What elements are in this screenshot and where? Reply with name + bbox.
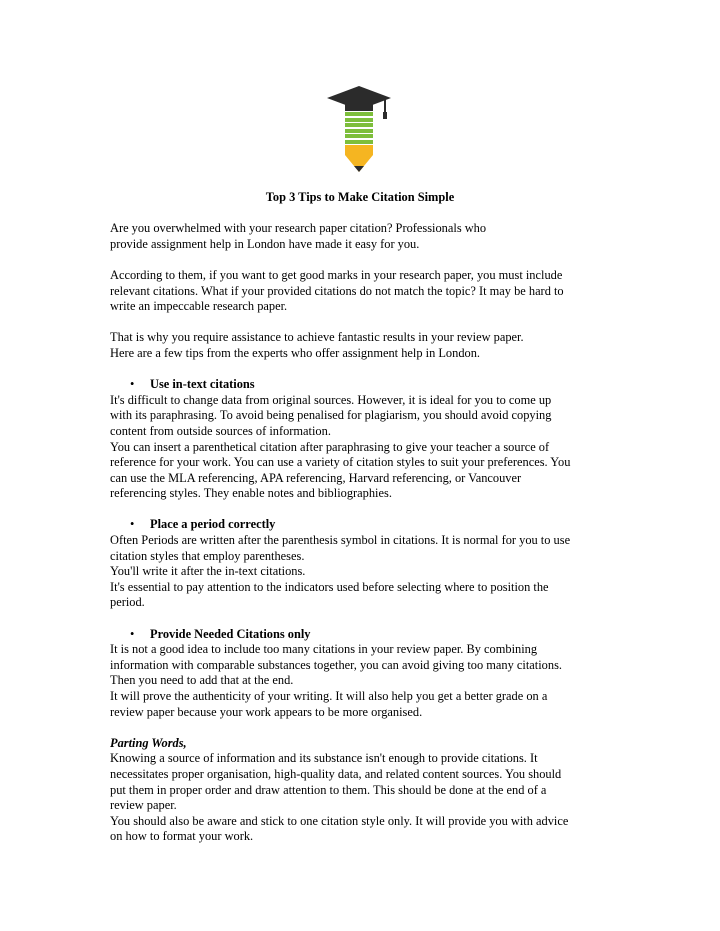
paragraph-line: According to them, if you want to get good marks in your research paper, you must include	[110, 267, 563, 282]
section-line: with its paraphrasing. To avoid being penalised for plagiarism, you should avoid copying	[110, 408, 552, 423]
closing-line: put them in proper order and draw attention to them. This should be done at the end of a	[110, 782, 547, 797]
section-line: citation styles that employ parentheses.	[110, 548, 305, 563]
bullet-icon: •	[130, 377, 135, 392]
section-heading	[110, 627, 610, 643]
closing-line: on how to format your work.	[110, 829, 254, 844]
section-line: You can insert a parenthetical citation after paraphrasing to give your teacher a source of	[110, 439, 550, 454]
section-line: It is not a good idea to include too many citations in your review paper. By combining	[110, 642, 538, 657]
section-line: period.	[110, 595, 145, 610]
section-line: reference for your work. You can use a variety of citation styles to suit your preferences. You	[110, 455, 571, 470]
section-heading	[110, 377, 610, 393]
graduation-cap-pencil-logo	[325, 84, 393, 176]
section-line: Then you need to add that at the end.	[110, 673, 294, 688]
section-heading-text: Provide Needed Citations only	[150, 626, 311, 641]
closing-line: Knowing a source of information and its substance isn't enough to provide citations. It	[110, 751, 538, 766]
intro-line: Are you overwhelmed with your research paper citation? Professionals who	[110, 221, 487, 236]
section-line: review paper because your work appears to be more organised.	[110, 704, 423, 719]
section-line: can use the MLA referencing, APA referencing, Harvard referencing, or Vancouver	[110, 470, 522, 485]
section-line: It will prove the authenticity of your writing. It will also help you get a better grade on a	[110, 689, 548, 703]
section-line: It's difficult to change data from original sources. However, it is ideal for you to come up	[110, 392, 552, 407]
section-heading-text: Use in-text citations	[150, 377, 255, 392]
document-title: Top 3 Tips to Make Citation Simple	[265, 190, 455, 204]
section-line: You'll write it after the in-text citations.	[110, 564, 306, 579]
closing-heading: Parting Words,	[110, 735, 187, 750]
intro-line: provide assignment help in London have made it easy for you.	[110, 236, 420, 251]
paragraph-line: That is why you require assistance to achieve fantastic results in your review paper.	[110, 330, 524, 345]
section-line: information with comparable substances together, you can avoid giving too many citations.	[110, 657, 562, 672]
section-line: It's essential to pay attention to the indicators used before selecting where to position the	[110, 579, 549, 594]
paragraph-line: Here are a few tips from the experts who offer assignment help in London.	[110, 345, 481, 360]
closing-line: You should also be aware and stick to one citation style only. It will provide you with advice	[110, 813, 569, 828]
bullet-icon: •	[130, 626, 135, 641]
section-heading	[110, 517, 610, 533]
document-body	[110, 190, 610, 845]
section-line: Often Periods are written after the parenthesis symbol in citations. It is normal for you to use	[110, 533, 571, 548]
bullet-icon: •	[130, 517, 135, 532]
closing-line: review paper.	[110, 798, 177, 813]
paragraph-line: relevant citations. What if your provided citations do not match the topic? It may be hard to	[110, 283, 564, 298]
section-line: content from outside sources of information.	[110, 423, 331, 438]
section-heading-text: Place a period correctly	[150, 517, 276, 532]
section-line: referencing styles. They enable notes and bibliographies.	[110, 486, 392, 501]
closing-line: necessitates proper organisation, high-quality data, and related content sources. You should	[110, 766, 562, 781]
paragraph-line: write an impeccable research paper.	[110, 299, 288, 314]
